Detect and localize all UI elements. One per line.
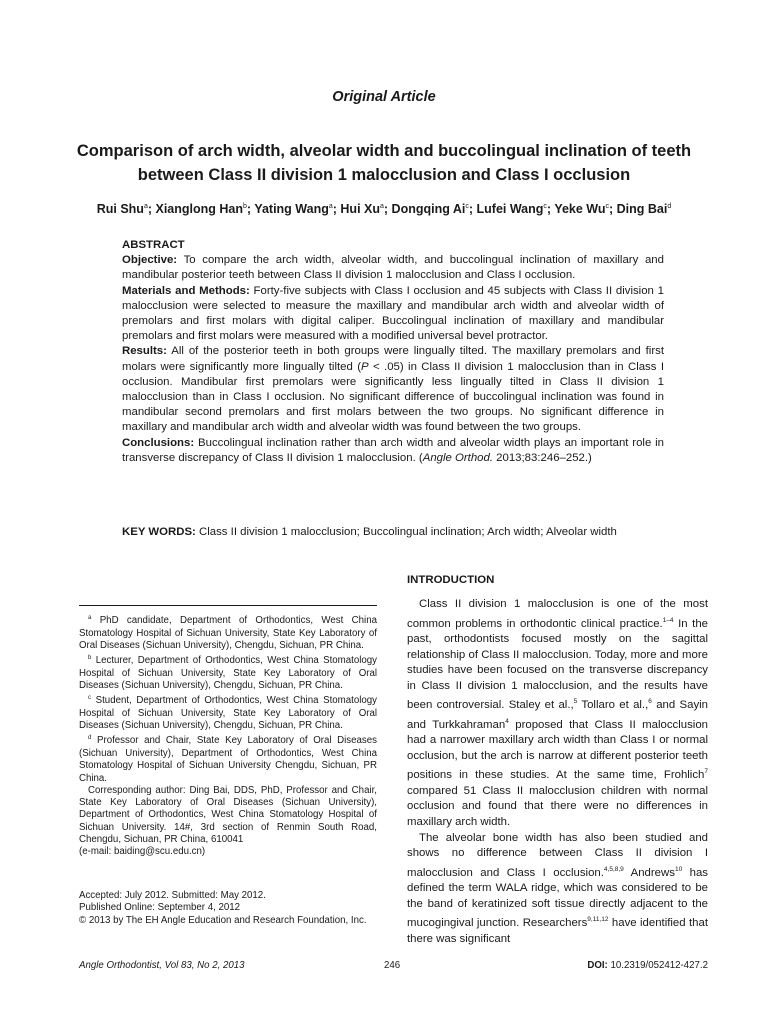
author-affiliation-mark: a (143, 202, 148, 210)
abstract-methods: Materials and Methods: Forty-five subjects with Class I occlusion and 45 subjects with Class II division 1 malocclusion were selected to measure the maxillary and mandibular arch width and alveolar width of premolars and first molars with digital caliper. Buccolingual inclination of maxillary and mandibular premolars and first molars were measured with a modified universal bevel protractor. (122, 284, 664, 343)
introduction-heading: INTRODUCTION (407, 574, 495, 586)
introduction-paragraph-2: The alveolar bone width has also been studied and shows no difference between Class II division I malocclusion and Class I occlusion.$^{4,5,8,9}$ Andrews$^{10}$ has defined the term WALA ridge, which was considered to be the band of keratinized soft tissue directly adjacent to the mucogingival junction. Researchers$^{9,11,12}$ have identified that there was significant (407, 831, 708, 945)
affiliation-d: $^d$ Professor and Chair, State Key Laboratory of Oral Diseases (Sichuan University), Department of Orthodontics, West China Stomatology Hospital of Sichuan University Chengdu, Sichuan, PR China. (79, 735, 377, 784)
publication-dates (79, 890, 377, 927)
author-name: Dongqing Ai (391, 202, 466, 216)
author-name: Hui Xu (340, 202, 380, 216)
affiliation-a: $^a$ PhD candidate, Department of Orthodontics, West China Stomatology Hospital of Sichuan University, State Key Laboratory of Oral Diseases (Sichuan University), Chengdu, Sichuan, PR China. (79, 615, 377, 651)
copyright: © 2013 by The EH Angle Education and Research Foundation, Inc. (79, 914, 367, 926)
abstract (122, 238, 664, 466)
accepted-date: Accepted: July 2012. Submitted: May 2012. (79, 890, 266, 901)
author-affiliation-mark: b (242, 202, 247, 210)
article-title: Comparison of arch width, alveolar width and buccolingual inclination of teeth between Class II division 1 malocclusion and Class I occlusion (76, 142, 692, 184)
author-name: Rui Shu (96, 202, 144, 216)
abstract-results: Results: All of the posterior teeth in both groups were lingually tilted. The maxillary premolars and first molars were significantly more lingually tilted (P < .05) in Class II division 1 malocclusion than in Class I occlusion. Mandibular first premolars were significantly less lingually tilted in Class II division 1 malocclusion than in Class I occlusion. No significant difference of buccolingual inclination was found in mandibular second premolars and first molars between the two groups. No significant difference in maxillary and mandibular arch width and alveolar width was found between the two groups. (122, 345, 664, 434)
author-name: Yating Wang (254, 202, 329, 216)
author-name: Xianglong Han (155, 202, 243, 216)
author-list: Rui Shu$^a$; Xianglong Han$^b$; Yating Wang$^a$; Hui Xu$^a$; Dongqing Ai$^c$; Lufei Wang$^c$; Yeke Wu$^c$; Ding Bai$^d$ (96, 202, 672, 216)
page-number: 246 (384, 960, 401, 971)
page-footer (79, 960, 708, 974)
author-affiliation-mark: a (328, 202, 333, 210)
keywords-label: KEY WORDS: (122, 526, 196, 538)
author-affiliation-mark: c (465, 202, 469, 210)
corresponding-author: Corresponding author: Ding Bai, DDS, PhD, Professor and Chair, State Key Laboratory of Oral Diseases (Sichuan University), Department of Orthodontics, West China Stomatology Hospital of Sichuan University. 14#, 3rd section of Renmin South Road, Chengdu, Sichuan, PR China, 610041 (79, 784, 377, 845)
keywords (122, 525, 664, 540)
abstract-objective: Objective: To compare the arch width, alveolar width, and buccolingual inclination of maxillary and mandibular posterior teeth between Class II division 1 malocclusion and Class I occlusion. (122, 254, 664, 282)
author-affiliation-mark: c (543, 202, 547, 210)
affiliation-c: $^c$ Student, Department of Orthodontics, West China Stomatology Hospital of Sichuan University, State Key Laboratory of Oral Diseases (Sichuan University), Chengdu, Sichuan, PR China. (79, 695, 377, 732)
author-affiliation-mark: c (605, 202, 610, 210)
introduction-body (407, 597, 708, 947)
corresponding-email: (e-mail: baiding@scu.edu.cn) (79, 846, 206, 858)
author-name: Ding Bai (616, 202, 668, 216)
affiliation-b: $^b$ Lecturer, Department of Orthodontics, West China Stomatology Hospital of Sichuan University, State Key Laboratory of Oral Diseases (Sichuan University), Chengdu, Sichuan, PR China. (79, 655, 377, 691)
abstract-heading: ABSTRACT (122, 239, 185, 251)
footer-doi: DOI: 10.2319/052412-427.2 (587, 960, 708, 971)
author-affiliation-mark: d (667, 202, 672, 210)
abstract-conclusions: Conclusions: Buccolingual inclination rather than arch width and alveolar width plays an important role in transverse discrepancy of Class II division 1 malocclusion. (Angle Orthod. 2013;83:246–252.) (122, 436, 665, 464)
published-date: Published Online: September 4, 2012 (79, 902, 241, 914)
author-name: Yeke Wu (554, 202, 606, 216)
author-name: Lufei Wang (476, 202, 544, 216)
footnote-divider (79, 605, 377, 606)
section-label: Original Article (332, 89, 436, 105)
affiliation-notes (79, 612, 377, 859)
footer-journal: Angle Orthodontist, Vol 83, No 2, 2013 (79, 960, 245, 971)
introduction-paragraph-1: Class II division 1 malocclusion is one of the most common problems in orthodontic clinical practice.$^{1-4}$ In the past, orthodontists focused mostly on the sagittal relationship of Class II malocclusion. Today, more and more studies have been focused on the transverse discrepancy in Class II division 1 malocclusion, and the results have been controversial. Staley et al.,$^5$ Tollaro et al.,$^6$ and Sayin and Turkkahraman$^4$ proposed that Class II malocclusion had a narrower maxillary arch width than Class I or normal occlusion, but the arch is narrow at different posterior teeth positions in these studies. At the same time, Frohlich$^7$ compared 51 Class II malocclusion children with normal occlusion and found that there were no differences in maxillary arch width. (407, 598, 709, 828)
keywords-text: Class II division 1 malocclusion; Buccolingual inclination; Arch width; Alveolar width (199, 526, 617, 538)
author-affiliation-mark: a (380, 202, 384, 210)
